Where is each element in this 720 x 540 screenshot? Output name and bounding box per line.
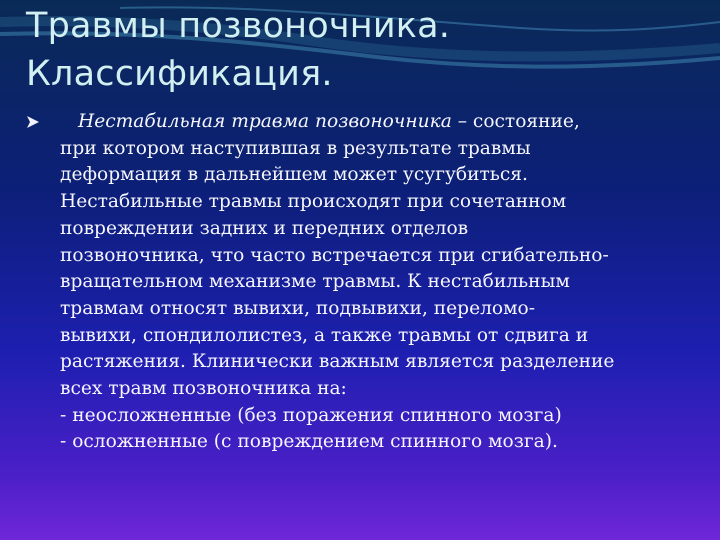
bullet-line-10: растяжения. Клинически важным является разделение <box>60 351 615 373</box>
bullet-text <box>60 109 700 456</box>
bullet-line-6: позвоночника, что часто встречается при сгибательно- <box>60 244 609 266</box>
bullet-line-4: Нестабильные травмы происходят при сочетанном <box>60 191 567 213</box>
bullet-line-8: травмам относят вывихи, подвывихи, переломо- <box>60 297 536 319</box>
bullet-line-11: всех травм позвоночника на: <box>60 378 347 400</box>
bullet-line-13: - осложненные (с повреждением спинного мозга). <box>60 431 558 453</box>
bullet-line-12: - неосложненные (без поражения спинного мозга) <box>60 404 562 426</box>
arrow-bullet-icon <box>26 115 40 129</box>
bullet-line-5: повреждении задних и передних отделов <box>60 217 469 239</box>
bullet-line-7: вращательном механизме травмы. К нестабильным <box>60 271 570 293</box>
bullet-line-3: деформация в дальнейшем может усугубиться. <box>60 164 528 186</box>
bullet-line-1 <box>78 109 700 136</box>
bullet-line-2: при котором наступившая в результате травмы <box>60 137 531 159</box>
bullet-term: Нестабильная травма позвоночника <box>78 111 452 132</box>
bullet-line-1-rest: – состояние, <box>451 111 580 132</box>
title-line-2: Классификация. <box>26 54 333 94</box>
slide-title <box>26 2 696 98</box>
title-line-1: Травмы позвоночника. <box>26 6 451 46</box>
bullet-line-9: вывихи, спондилолистез, а также травмы от сдвига и <box>60 324 589 346</box>
